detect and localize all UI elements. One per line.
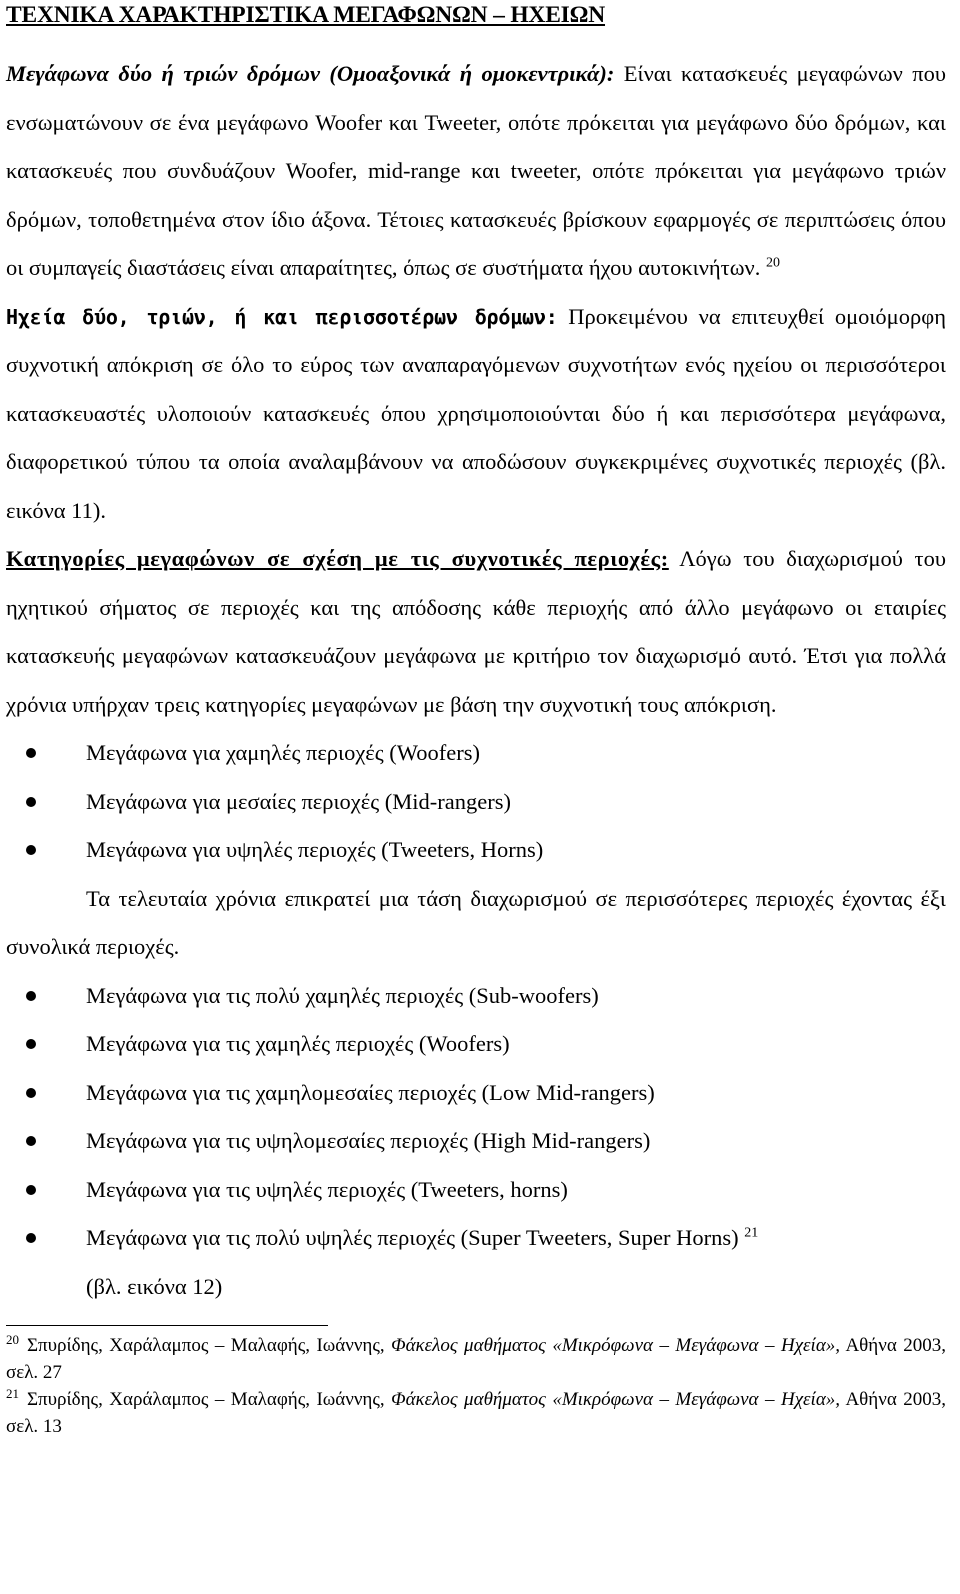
paragraph-text: Είναι κατασκευές μεγαφώνων που ενσωματώνουν σε ένα μεγάφωνο Woofer και Tweeter, οπότε πρόκειται για μεγάφωνο δύο δρόμων, και κατασκευές που συνδυάζουν Woofer, mid-range και tweeter, οπότε πρόκειται για μεγάφωνο τριών δρόμων, τοποθετημένα στον ίδιο άξονα. Τέτοιες κατασκευές βρίσκουν εφαρμογές σε περιπτώσεις όπου οι συμπαγείς διαστάσεις είναι απαραίτητες, όπως σε συστήματα ήχου αυτοκινήτων. bbox=[6, 61, 946, 280]
paragraph-categories bbox=[6, 535, 946, 729]
bullet-icon bbox=[26, 797, 36, 807]
list-item: Μεγάφωνα για υψηλές περιοχές (Tweeters, Horns) bbox=[6, 826, 946, 875]
bullet-icon bbox=[26, 1185, 36, 1195]
paragraph-six-categories: Τα τελευταία χρόνια επικρατεί μια τάση διαχωρισμού σε περισσότερες περιοχές έχοντας έξι συνολικά περιοχές. bbox=[6, 885, 946, 959]
footnote-number: 21 bbox=[6, 1385, 19, 1401]
footnote-title: Φάκελος μαθήματος «Μικρόφωνα – Μεγάφωνα – Ηχεία», bbox=[391, 1389, 841, 1410]
bullet-icon bbox=[26, 1088, 36, 1098]
list-item: Μεγάφωνα για μεσαίες περιοχές (Mid-rangers) bbox=[6, 778, 946, 827]
bullet-icon bbox=[26, 991, 36, 1001]
paragraph-text: Προκειμένου να επιτευχθεί ομοιόμορφη συχνοτική απόκριση σε όλο το εύρος των αναπαραγόμενων συχνοτήτων ενός ηχείου οι περισσότεροι κατασκευαστές υλοποιούν κατασκευές όπου χρησιμοποιούνται δύο ή και περισσότερα μεγάφωνα, διαφορετικού τύπου τα οποία αναλαμβάνουν να αποδώσουν συγκεκριμένες συχνοτικές περιοχές (βλ. εικόνα 11). bbox=[6, 303, 946, 523]
list-item: Μεγάφωνα για τις χαμηλομεσαίες περιοχές (Low Mid-rangers) bbox=[6, 1069, 946, 1118]
footnote-20 bbox=[6, 1332, 946, 1386]
list-item: Μεγάφωνα για τις υψηλομεσαίες περιοχές (High Mid-rangers) bbox=[6, 1117, 946, 1166]
bullet-icon bbox=[26, 845, 36, 855]
bullet-icon bbox=[26, 748, 36, 758]
footnote-reference: 20 bbox=[765, 255, 780, 271]
footnote-reference: 21 bbox=[744, 1225, 759, 1241]
list-item: Μεγάφωνα για χαμηλές περιοχές (Woofers) bbox=[6, 729, 946, 778]
footnote-title: Φάκελος μαθήματος «Μικρόφωνα – Μεγάφωνα – Ηχεία», bbox=[391, 1335, 841, 1356]
bullet-icon bbox=[26, 1039, 36, 1049]
footnote-21 bbox=[6, 1386, 946, 1440]
footnote-authors: Σπυρίδης, Χαράλαμπος – Μαλαφής, Ιωάννης, bbox=[27, 1335, 392, 1356]
footnote-divider bbox=[6, 1325, 328, 1326]
paragraph-multiway bbox=[6, 293, 946, 536]
figure-reference: (βλ. εικόνα 12) bbox=[86, 1273, 223, 1299]
footnote-number: 20 bbox=[6, 1331, 19, 1347]
footnote-details: Αθήνα 2003, σελ. 13 bbox=[6, 1389, 946, 1437]
paragraph-coaxial bbox=[6, 50, 946, 293]
list-item: Μεγάφωνα για τις πολύ υψηλές περιοχές (Super Tweeters, Super Horns) $^{21}$ (βλ. εικόνα 12) bbox=[6, 1214, 946, 1311]
list-item: Μεγάφωνα για τις υψηλές περιοχές (Tweeters, horns) bbox=[6, 1166, 946, 1215]
bullet-icon bbox=[26, 1233, 36, 1243]
bullet-icon bbox=[26, 1136, 36, 1146]
bullet-list-three-categories bbox=[6, 729, 946, 875]
bullet-list-six-categories bbox=[6, 972, 946, 1312]
page-title: ΤΕΧΝΙΚΑ ΧΑΡΑΚΤΗΡΙΣΤΙΚΑ ΜΕΓΑΦΩΝΩΝ – ΗΧΕΙΩΝ bbox=[6, 2, 606, 28]
footnote-authors: Σπυρίδης, Χαράλαμπος – Μαλαφής, Ιωάννης, bbox=[27, 1389, 392, 1410]
paragraph-lead: Ηχεία δύο, τριών, ή και περισσοτέρων δρόμων: bbox=[6, 304, 558, 329]
list-item: Μεγάφωνα για τις πολύ χαμηλές περιοχές (Sub-woofers) bbox=[6, 972, 946, 1021]
paragraph-lead: Μεγάφωνα δύο ή τριών δρόμων (Ομοαξονικά ή ομοκεντρικά): bbox=[6, 61, 615, 86]
list-item: Μεγάφωνα για τις χαμηλές περιοχές (Woofers) bbox=[6, 1020, 946, 1069]
footnote-details: Αθήνα 2003, σελ. 27 bbox=[6, 1335, 946, 1383]
document-page bbox=[6, 0, 946, 1594]
paragraph-text: Λόγω του διαχωρισμού του ηχητικού σήματος σε περιοχές και της απόδοσης κάθε περιοχής από άλλο μεγάφωνο οι εταιρίες κατασκευής μεγαφώνων κατασκευάζουν μεγάφωνα με κριτήριο τον διαχωρισμό αυτό. Έτσι για πολλά χρόνια υπήρχαν τρεις κατηγορίες μεγαφώνων με βάση την συχνοτική τους απόκριση. bbox=[6, 546, 946, 717]
paragraph-lead: Κατηγορίες μεγαφώνων σε σχέση με τις συχνοτικές περιοχές: bbox=[6, 546, 669, 571]
